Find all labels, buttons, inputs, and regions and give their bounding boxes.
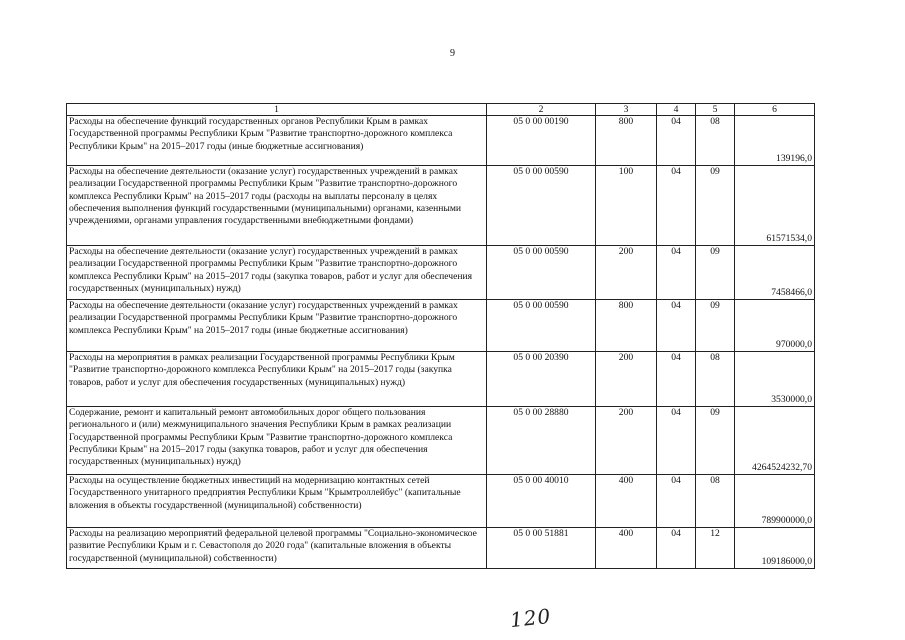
expense-type-code: 800 — [596, 116, 657, 166]
target-article-code: 05 0 00 00190 — [487, 116, 596, 166]
table-row — [67, 246, 815, 300]
handwritten-page-mark: 120 — [508, 603, 553, 633]
table-header-row — [67, 104, 815, 116]
table-row — [67, 352, 815, 407]
subsection-code: 09 — [696, 300, 735, 352]
amount-value: 109186000,0 — [735, 528, 815, 569]
table-row — [67, 166, 815, 246]
target-article-code: 05 0 00 40010 — [487, 475, 596, 528]
section-code: 04 — [657, 166, 696, 246]
expense-description: Расходы на обеспечение деятельности (оказание услуг) государственных учреждений в рамках реализации Государственной программы Республики Крым "Развитие транспортно-дорожного комплекса Республики Крым" на 2015–2017 годы (иные бюджетные ассигнования) — [67, 300, 487, 352]
expense-type-code: 100 — [596, 166, 657, 246]
expense-description: Расходы на осуществление бюджетных инвестиций на модернизацию контактных сетей Государственного унитарного предприятия Республики Крым "Крымтроллейбус" (капитальные вложения в объекты государственной (муниципальной) собственности) — [67, 475, 487, 528]
target-article-code: 05 0 00 00590 — [487, 166, 596, 246]
table-row — [67, 116, 815, 166]
table-row — [67, 475, 815, 528]
subsection-code: 09 — [696, 407, 735, 475]
subsection-code: 08 — [696, 475, 735, 528]
amount-value: 970000,0 — [735, 300, 815, 352]
section-code: 04 — [657, 475, 696, 528]
subsection-code: 08 — [696, 116, 735, 166]
section-code: 04 — [657, 407, 696, 475]
table-row — [67, 407, 815, 475]
table-row — [67, 528, 815, 569]
expense-type-code: 400 — [596, 528, 657, 569]
subsection-code: 09 — [696, 246, 735, 300]
subsection-code: 09 — [696, 166, 735, 246]
amount-value: 3530000,0 — [735, 352, 815, 407]
target-article-code: 05 0 00 00590 — [487, 246, 596, 300]
amount-value: 789900000,0 — [735, 475, 815, 528]
expense-description: Расходы на мероприятия в рамках реализации Государственной программы Республики Крым "Развитие транспортно-дорожного комплекса Республики Крым" на 2015–2017 годы (закупка товаров, работ и услуг для обеспечения государственных (муниципальных) нужд) — [67, 352, 487, 407]
page-number: 9 — [450, 48, 455, 59]
column-header: 2 — [487, 104, 596, 116]
target-article-code: 05 0 00 00590 — [487, 300, 596, 352]
column-header: 1 — [67, 104, 487, 116]
section-code: 04 — [657, 116, 696, 166]
column-header: 4 — [657, 104, 696, 116]
target-article-code: 05 0 00 28880 — [487, 407, 596, 475]
expense-type-code: 200 — [596, 407, 657, 475]
expense-description: Расходы на обеспечение деятельности (оказание услуг) государственных учреждений в рамках реализации Государственной программы Республики Крым "Развитие транспортно-дорожного комплекса Республики Крым" на 2015–2017 годы (закупка товаров, работ и услуг для обеспечения государственных (муниципальных) нужд) — [67, 246, 487, 300]
amount-value: 7458466,0 — [735, 246, 815, 300]
expense-description: Содержание, ремонт и капитальный ремонт автомобильных дорог общего пользования регионального и (или) межмуниципального значения Республики Крым в рамках реализации Государственной программы Республики Крым "Развитие транспортно-дорожного комплекса Республики Крым" на 2015–2017 годы (закупка товаров, работ и услуг для обеспечения государственных (муниципальных) нужд) — [67, 407, 487, 475]
expense-type-code: 200 — [596, 352, 657, 407]
section-code: 04 — [657, 246, 696, 300]
amount-value: 61571534,0 — [735, 166, 815, 246]
expense-type-code: 800 — [596, 300, 657, 352]
amount-value: 4264524232,70 — [735, 407, 815, 475]
section-code: 04 — [657, 528, 696, 569]
section-code: 04 — [657, 300, 696, 352]
section-code: 04 — [657, 352, 696, 407]
budget-table — [66, 103, 815, 569]
expense-type-code: 200 — [596, 246, 657, 300]
amount-value: 139196,0 — [735, 116, 815, 166]
target-article-code: 05 0 00 51881 — [487, 528, 596, 569]
table-row — [67, 300, 815, 352]
expense-type-code: 400 — [596, 475, 657, 528]
expense-description: Расходы на реализацию мероприятий федеральной целевой программы "Социально-экономическое развитие Республики Крым и г. Севастополя до 2020 года" (капитальные вложения в объекты государственной (муниципальной) собственности) — [67, 528, 487, 569]
column-header: 6 — [735, 104, 815, 116]
column-header: 5 — [696, 104, 735, 116]
subsection-code: 12 — [696, 528, 735, 569]
expense-description: Расходы на обеспечение функций государственных органов Республики Крым в рамках Государственной программы Республики Крым "Развитие транспортно-дорожного комплекса Республики Крым" на 2015–2017 годы (иные бюджетные ассигнования) — [67, 116, 487, 166]
subsection-code: 08 — [696, 352, 735, 407]
column-header: 3 — [596, 104, 657, 116]
expense-description: Расходы на обеспечение деятельности (оказание услуг) государственных учреждений в рамках реализации Государственной программы Республики Крым "Развитие транспортно-дорожного комплекса Республики Крым" на 2015–2017 годы (расходы на выплаты персоналу в целях обеспечения выполнения функций государственными (муниципальными) органами, казенными учреждениями, органами управления государственными внебюджетными фондами) — [67, 166, 487, 246]
target-article-code: 05 0 00 20390 — [487, 352, 596, 407]
